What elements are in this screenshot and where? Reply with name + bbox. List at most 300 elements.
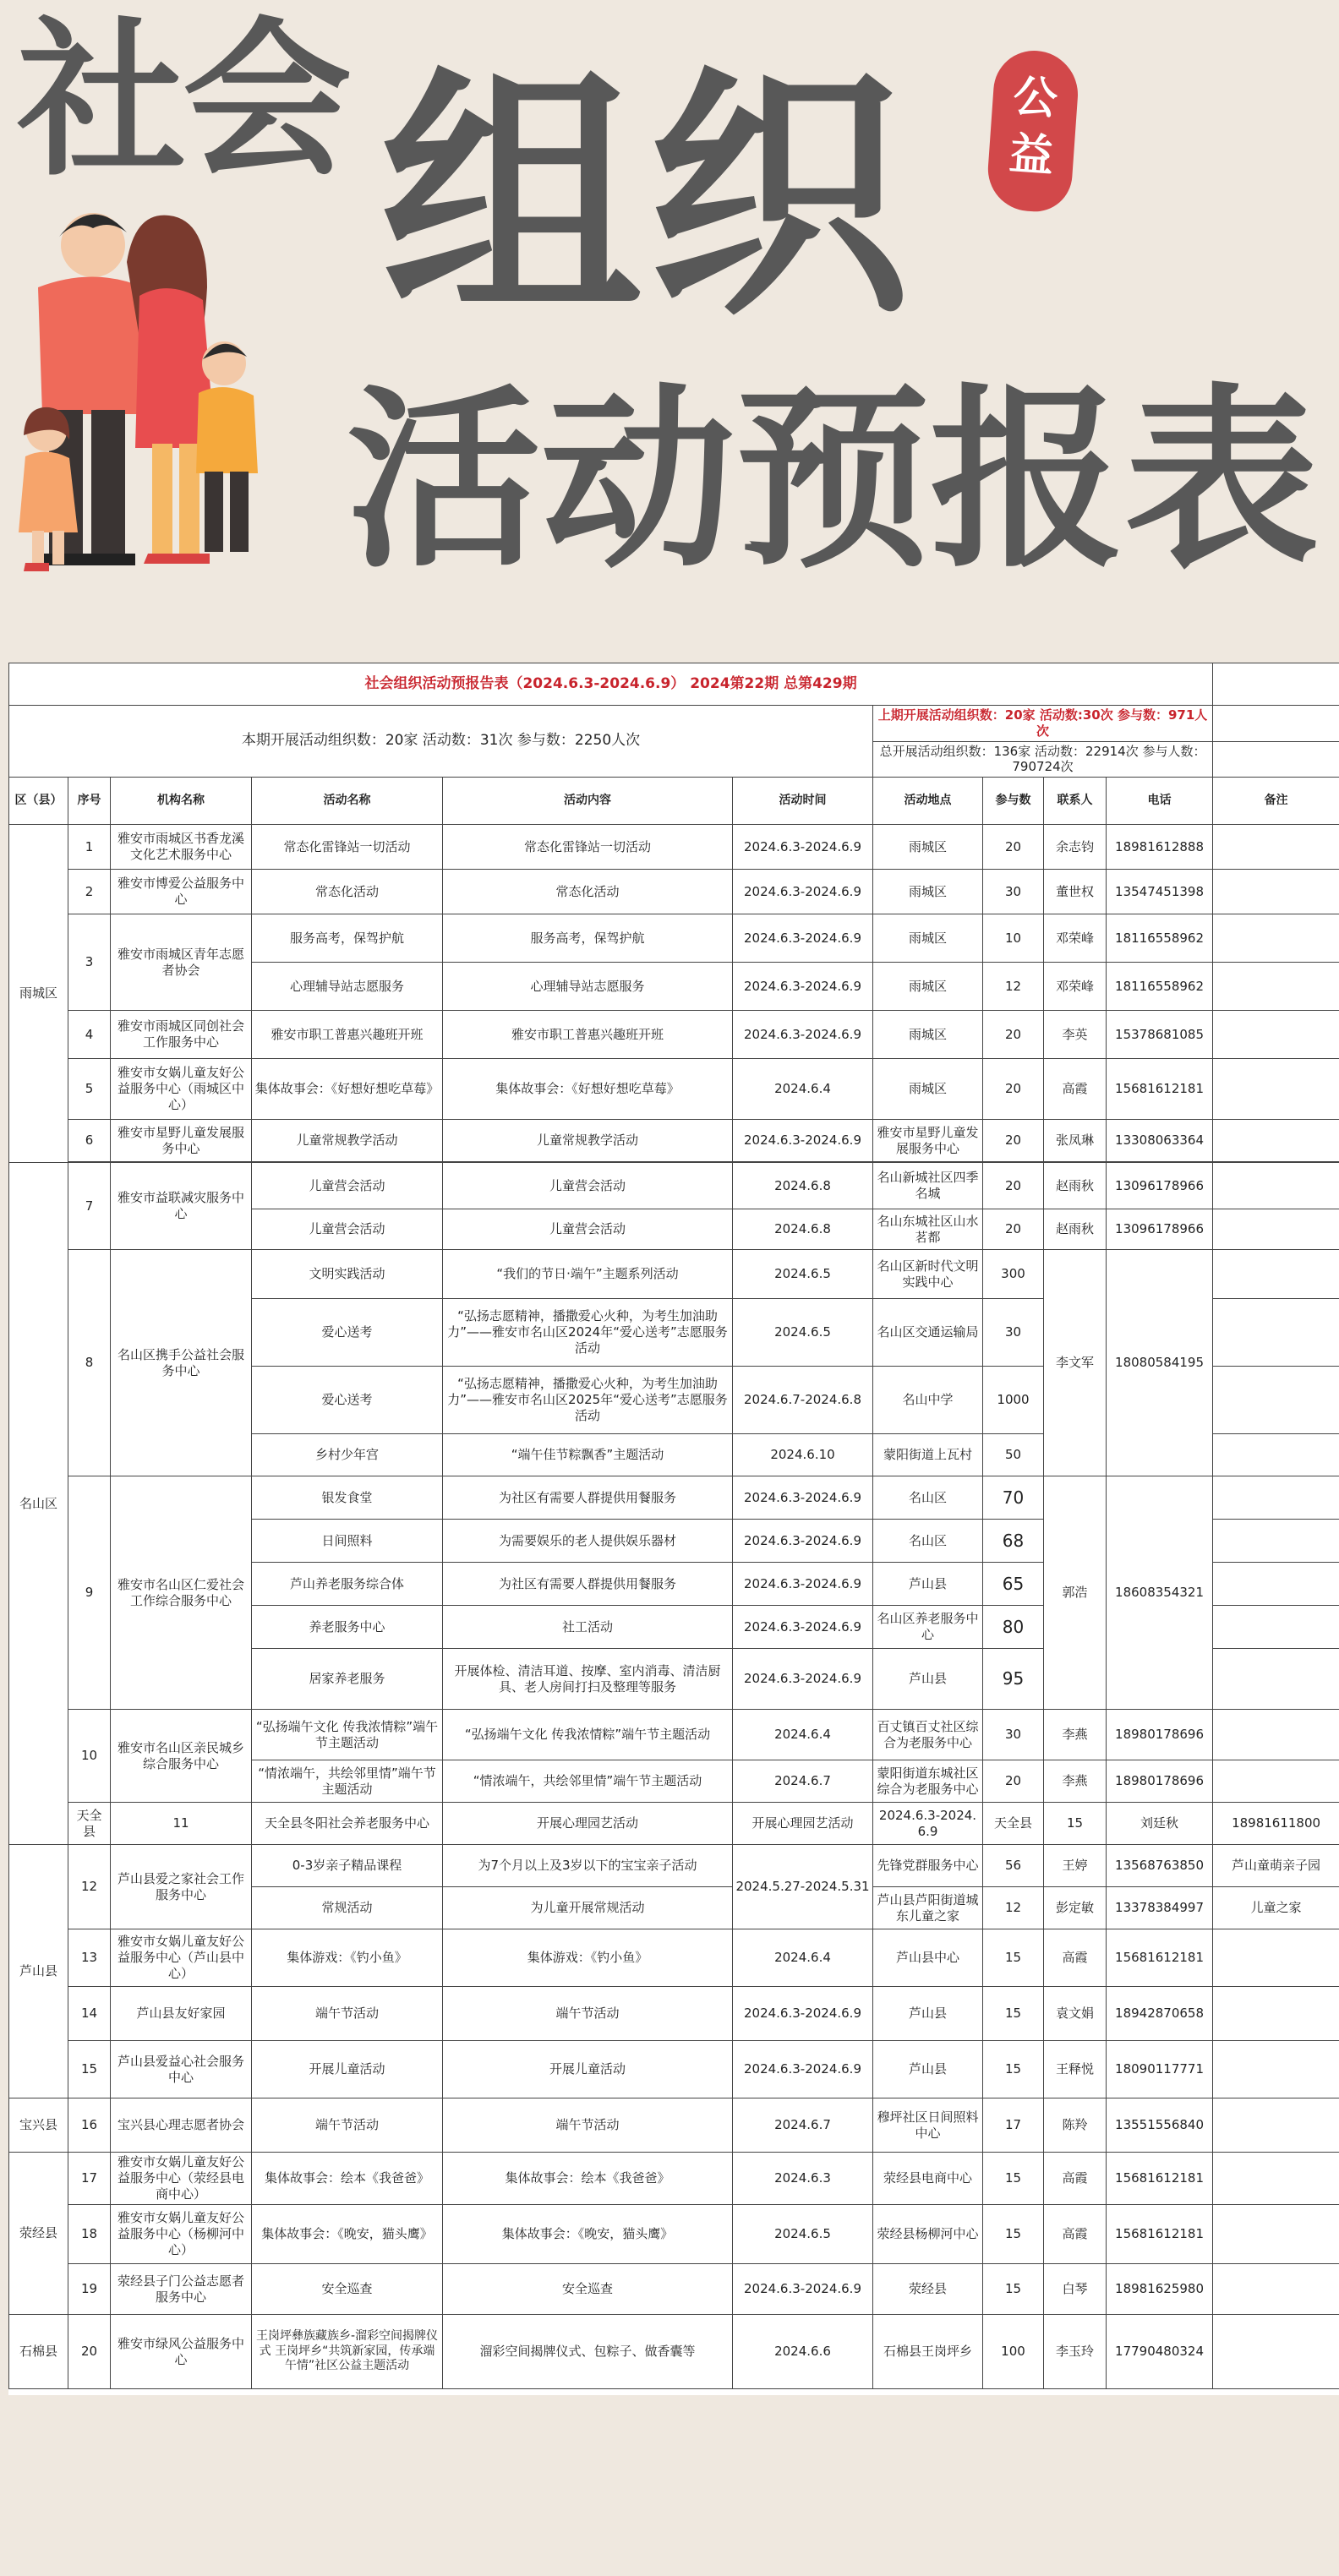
header-activity-content: 活动内容 [443,778,733,825]
activity-name: 爱心送考 [252,1299,443,1367]
activity-content: 开展心理园艺活动 [733,1803,873,1845]
participants: 1000 [983,1367,1044,1434]
header-place: 活动地点 [873,778,983,825]
activity-content: 安全巡查 [443,2264,733,2315]
activity-place: 名山区 [873,1520,983,1563]
row-no: 4 [68,1011,111,1059]
note [1213,1929,1339,1987]
table-row [9,870,1339,914]
org-name: 雅安市雨城区青年志愿者协会 [111,914,252,1011]
activity-name: 乡村少年宫 [252,1434,443,1476]
activity-time: 2024.6.3-2024.6.9 [733,870,873,914]
phone: 18981611800 [1213,1803,1339,1845]
participants: 65 [983,1563,1044,1606]
participants: 15 [983,1929,1044,1987]
row-no: 6 [68,1120,111,1162]
seal-char-2: 益 [1007,128,1056,183]
contact: 赵雨秋 [1044,1163,1107,1209]
activity-content: “情浓端午，共绘邻里情”端午节主题活动 [443,1760,733,1803]
row-no: 8 [68,1250,111,1476]
contact: 李玉玲 [1044,2315,1107,2389]
activity-name: 开展儿童活动 [252,2041,443,2098]
activity-place: 雨城区 [873,825,983,870]
contact: 李燕 [1044,1760,1107,1803]
org-name: 雅安市星野儿童发展服务中心 [111,1120,252,1162]
activity-place: 雨城区 [873,870,983,914]
table-row [9,2041,1339,2098]
participants: 12 [983,1887,1044,1929]
activity-time: 2024.6.4 [733,1710,873,1760]
activity-time: 2024.6.7 [733,1760,873,1803]
activity-name: “弘扬端午文化 传我浓情粽”端午节主题活动 [252,1710,443,1760]
district-cell: 荥经县 [9,2153,68,2315]
participants: 70 [983,1476,1044,1520]
table-row [9,2098,1339,2153]
activity-place: 穆坪社区日间照料中心 [873,2098,983,2153]
activity-time: 2024.6.3-2024.6.9 [733,963,873,1011]
phone: 18080584195 [1107,1250,1213,1476]
org-name: 雅安市雨城区书香龙溪文化艺术服务中心 [111,825,252,870]
activity-time: 2024.6.5 [733,1250,873,1299]
activity-time: 2024.6.3-2024.6.9 [733,914,873,963]
activity-name: 常态化活动 [252,870,443,914]
activity-content: “弘扬志愿精神，播撒爱心火种，为考生加油助力”——雅安市名山区2025年“爱心送考”志愿服务活动 [443,1367,733,1434]
org-name: 雅安市女娲儿童友好公益服务中心（荥经县电商中心） [111,2153,252,2205]
activity-place: 雨城区 [873,963,983,1011]
row-no: 12 [68,1845,111,1929]
participants: 20 [983,1011,1044,1059]
activity-content: 集体游戏：《钓小鱼》 [443,1929,733,1987]
activity-content: 集体故事会：《晚安，猫头鹰》 [443,2205,733,2264]
participants: 12 [983,963,1044,1011]
phone: 17790480324 [1107,2315,1213,2389]
activity-time: 2024.6.10 [733,1434,873,1476]
phone: 18981612888 [1107,825,1213,870]
activity-content: 为需要娱乐的老人提供娱乐器材 [443,1520,733,1563]
activity-name: 王岗坪彝族藏族乡-溜彩空间揭牌仪式 王岗坪乡“共筑新家园，传承端午情”社区公益主题活动 [252,2315,443,2389]
contact: 高霞 [1044,1929,1107,1987]
activity-time: 2024.6.3-2024.6.9 [733,1563,873,1606]
row-no: 9 [68,1476,111,1710]
participants: 20 [983,1209,1044,1250]
activity-name: 银发食堂 [252,1476,443,1520]
district-cell: 名山区 [9,1163,68,1845]
activity-name: 端午节活动 [252,2098,443,2153]
phone: 13096178966 [1107,1163,1213,1209]
table-title: 社会组织活动预报告表（2024.6.3-2024.6.9） 2024第22期 总第429期 [9,663,1213,706]
contact: 高霞 [1044,2153,1107,2205]
participants: 20 [983,1163,1044,1209]
activity-place: 百丈镇百丈社区综合为老服务中心 [873,1710,983,1760]
activity-content: 心理辅导站志愿服务 [443,963,733,1011]
note [1213,1476,1339,1520]
activity-content: “弘扬志愿精神，播撒爱心火种，为考生加油助力”——雅安市名山区2024年“爱心送考”志愿服务活动 [443,1299,733,1367]
activity-content: “端午佳节粽飘香”主题活动 [443,1434,733,1476]
hero-title-line1: 社会 [17,3,349,199]
phone: 13378384997 [1107,1887,1213,1929]
table-row [9,2153,1339,2205]
header-phone: 电话 [1107,778,1213,825]
activity-time: 2024.6.7-2024.6.8 [733,1367,873,1434]
activity-name: 儿童营会活动 [252,1163,443,1209]
header-participants: 参与数 [983,778,1044,825]
table-row [9,1987,1339,2041]
note [1213,1367,1339,1434]
activity-place: 名山区交通运输局 [873,1299,983,1367]
activity-time: 2024.6.3-2024.6.9 [733,1120,873,1162]
row-no: 10 [68,1710,111,1803]
activity-place: 芦山县 [873,1563,983,1606]
contact: 李文军 [1044,1250,1107,1476]
activity-place: 蒙阳街道东城社区综合为老服务中心 [873,1760,983,1803]
header-no: 序号 [68,778,111,825]
note [1213,2264,1339,2315]
activity-place: 石棉县王岗坪乡 [873,2315,983,2389]
note [1213,1299,1339,1367]
table-row [9,1845,1339,1887]
activity-time: 2024.6.7 [733,2098,873,2153]
contact: 刘廷秋 [1107,1803,1213,1845]
table-row [9,1803,1339,1845]
activity-time: 2024.6.3-2024.6.9 [733,825,873,870]
activity-place: 名山区养老服务中心 [873,1606,983,1649]
row-no: 7 [68,1163,111,1250]
row-no: 14 [68,1987,111,2041]
note [1213,2041,1339,2098]
activity-place: 荥经县杨柳河中心 [873,2205,983,2264]
activity-time: 2024.6.3-2024.6.9 [733,1476,873,1520]
table-row [9,1710,1339,1760]
row-no: 18 [68,2205,111,2264]
header-org: 机构名称 [111,778,252,825]
activity-time: 2024.6.4 [733,1929,873,1987]
org-name: 芦山县友好家园 [111,1987,252,2041]
participants: 15 [983,1987,1044,2041]
district-cell: 宝兴县 [9,2098,68,2153]
district-cell: 石棉县 [9,2315,68,2389]
activity-time: 2024.6.3-2024.6.9 [733,1606,873,1649]
row-no: 20 [68,2315,111,2389]
table-row [9,1250,1339,1299]
activity-place: 蒙阳街道上瓦村 [873,1434,983,1476]
activity-time: 2024.6.3-2024.6.9 [733,2264,873,2315]
org-name: 名山区携手公益社会服务中心 [111,1250,252,1476]
summary-last: 上期开展活动组织数：20家 活动数:30次 参与数：971人次 [873,706,1213,742]
phone: 13551556840 [1107,2098,1213,2153]
participants: 30 [983,1299,1044,1367]
table-row [9,1476,1339,1520]
phone: 15681612181 [1107,2153,1213,2205]
activity-time: 2024.6.4 [733,1059,873,1120]
activity-content: 儿童营会活动 [443,1163,733,1209]
note: 儿童之家 [1213,1887,1339,1929]
contact: 王释悦 [1044,2041,1107,2098]
activity-time: 2024.6.8 [733,1209,873,1250]
row-no: 17 [68,2153,111,2205]
contact: 陈羚 [1044,2098,1107,2153]
activity-place: 名山中学 [873,1367,983,1434]
activity-time: 2024.6.5 [733,1299,873,1367]
activity-name: 日间照料 [252,1520,443,1563]
note [1213,1606,1339,1649]
table-row [9,914,1339,963]
hero-banner [0,0,1339,642]
note: 芦山童萌亲子园 [1213,1845,1339,1887]
org-name: 芦山县爱益心社会服务中心 [111,2041,252,2098]
participants: 15 [983,2264,1044,2315]
activity-content: 为社区有需要人群提供用餐服务 [443,1563,733,1606]
header-note: 备注 [1213,778,1339,825]
participants: 10 [983,914,1044,963]
row-no: 2 [68,870,111,914]
table-row [9,1929,1339,1987]
contact: 白琴 [1044,2264,1107,2315]
note [1213,1987,1339,2041]
activity-time: 2024.6.3-2024.6.9 [733,1011,873,1059]
activity-place: 天全县 [983,1803,1044,1845]
activity-time: 2024.6.3 [733,2153,873,2205]
contact: 张凤琳 [1044,1120,1107,1162]
row-no: 11 [111,1803,252,1845]
activity-name: 集体故事会：《晚安，猫头鹰》 [252,2205,443,2264]
participants: 300 [983,1250,1044,1299]
participants: 20 [983,1760,1044,1803]
note [1213,963,1339,1011]
district-cell: 芦山县 [9,1845,68,2098]
activity-content: 为社区有需要人群提供用餐服务 [443,1476,733,1520]
org-name: 荥经县子门公益志愿者服务中心 [111,2264,252,2315]
table-row [9,1120,1339,1162]
participants: 56 [983,1845,1044,1887]
note [1213,1059,1339,1120]
phone: 18116558962 [1107,963,1213,1011]
activity-content: “弘扬端午文化 传我浓情粽”端午节主题活动 [443,1710,733,1760]
activity-place: 名山东城社区山水茗都 [873,1209,983,1250]
activity-name: 集体游戏：《钓小鱼》 [252,1929,443,1987]
activity-name: 雅安市职工普惠兴趣班开班 [252,1011,443,1059]
activity-name: 爱心送考 [252,1367,443,1434]
org-name: 雅安市绿风公益服务中心 [111,2315,252,2389]
activity-time: 2024.6.5 [733,2205,873,2264]
activity-content: 儿童常规教学活动 [443,1120,733,1162]
participants: 15 [983,2153,1044,2205]
participants: 68 [983,1520,1044,1563]
header-activity-name: 活动名称 [252,778,443,825]
activity-name: 端午节活动 [252,1987,443,2041]
header-contact: 联系人 [1044,778,1107,825]
activity-place: 芦山县 [873,1649,983,1710]
activity-name: 开展心理园艺活动 [443,1803,733,1845]
note [1213,870,1339,914]
note [1213,1120,1339,1162]
table-row [9,1059,1339,1120]
contact: 邓荣峰 [1044,963,1107,1011]
note [1213,2205,1339,2264]
activity-time: 2024.6.6 [733,2315,873,2389]
activity-time: 2024.6.8 [733,1163,873,1209]
phone: 15681612181 [1107,1059,1213,1120]
contact: 余志钧 [1044,825,1107,870]
activity-time: 2024.6.3-2024.6.9 [873,1803,983,1845]
phone: 18608354321 [1107,1476,1213,1710]
activity-content: 服务高考，保驾护航 [443,914,733,963]
table-row [9,2205,1339,2264]
activity-content: 溜彩空间揭牌仪式、包粽子、做香囊等 [443,2315,733,2389]
phone: 13096178966 [1107,1209,1213,1250]
phone: 18980178696 [1107,1710,1213,1760]
activity-time: 2024.6.3-2024.6.9 [733,2041,873,2098]
activity-time: 2024.6.3-2024.6.9 [733,1987,873,2041]
seal-char-1: 公 [1011,71,1059,125]
activity-name: 集体故事会：绘本《我爸爸》 [252,2153,443,2205]
contact: 袁文娟 [1044,1987,1107,2041]
activity-content: 集体故事会：《好想好想吃草莓》 [443,1059,733,1120]
table-row [9,825,1339,870]
activity-name: 集体故事会：《好想好想吃草莓》 [252,1059,443,1120]
contact: 高霞 [1044,2205,1107,2264]
table-row [9,1011,1339,1059]
org-name: 雅安市名山区亲民城乡综合服务中心 [111,1710,252,1803]
activity-place: 芦山县中心 [873,1929,983,1987]
activity-place: 芦山县 [873,1987,983,2041]
org-name: 雅安市女娲儿童友好公益服务中心（雨城区中心） [111,1059,252,1120]
activity-content: 端午节活动 [443,2098,733,2153]
activity-content: 开展儿童活动 [443,2041,733,2098]
row-no: 16 [68,2098,111,2153]
activity-time: 2024.6.3-2024.6.9 [733,1520,873,1563]
activity-place: 名山区 [873,1476,983,1520]
activity-name: 儿童常规教学活动 [252,1120,443,1162]
phone: 15681612181 [1107,1929,1213,1987]
table-row [9,1163,1339,1209]
note [1213,1250,1339,1299]
participants: 20 [983,1059,1044,1120]
participants: 15 [983,2205,1044,2264]
note [1213,1520,1339,1563]
phone: 13568763850 [1107,1845,1213,1887]
contact: 高霞 [1044,1059,1107,1120]
row-no: 1 [68,825,111,870]
participants: 17 [983,2098,1044,2153]
row-no: 13 [68,1929,111,1987]
activity-name: “情浓端午，共绘邻里情”端午节主题活动 [252,1760,443,1803]
note [1213,1649,1339,1710]
participants: 20 [983,825,1044,870]
org-name: 雅安市博爱公益服务中心 [111,870,252,914]
activity-content: 为7个月以上及3岁以下的宝宝亲子活动 [443,1845,733,1887]
phone: 15681612181 [1107,2205,1213,2264]
org-name: 雅安市女娲儿童友好公益服务中心（芦山县中心） [111,1929,252,1987]
hero-title-line2: 组织 [380,46,915,351]
family-illustration [0,194,279,583]
org-name: 宝兴县心理志愿者协会 [111,2098,252,2153]
activity-content: 端午节活动 [443,1987,733,2041]
summary-total: 总开展活动组织数：136家 活动数：22914次 参与人数：790724次 [873,741,1213,778]
activity-content: 雅安市职工普惠兴趣班开班 [443,1011,733,1059]
activity-place: 雨城区 [873,1011,983,1059]
activity-name: 文明实践活动 [252,1250,443,1299]
activity-content: 常态化活动 [443,870,733,914]
activity-content: 为儿童开展常规活动 [443,1887,733,1929]
summary-current: 本期开展活动组织数：20家 活动数：31次 参与数：2250人次 [9,706,873,778]
note [1213,2315,1339,2389]
phone: 13547451398 [1107,870,1213,914]
table-row [9,2315,1339,2389]
note [1213,2153,1339,2205]
activity-place: 芦山县 [873,2041,983,2098]
activity-place: 雅安市星野儿童发展服务中心 [873,1120,983,1162]
table-row [9,2264,1339,2315]
row-no: 3 [68,914,111,1011]
phone: 18980178696 [1107,1760,1213,1803]
org-name: 雅安市雨城区同创社会工作服务中心 [111,1011,252,1059]
note [1213,825,1339,870]
activity-place: 名山区新时代文明实践中心 [873,1250,983,1299]
activity-name: 常规活动 [252,1887,443,1929]
org-name: 芦山县爱之家社会工作服务中心 [111,1845,252,1929]
org-name: 雅安市女娲儿童友好公益服务中心（杨柳河中心） [111,2205,252,2264]
contact: 赵雨秋 [1044,1209,1107,1250]
activity-content: 儿童营会活动 [443,1209,733,1250]
participants: 15 [983,2041,1044,2098]
row-no: 15 [68,2041,111,2098]
activity-name: 芦山养老服务综合体 [252,1563,443,1606]
activity-place: 雨城区 [873,1059,983,1120]
activity-name: 常态化雷锋站一切活动 [252,825,443,870]
participants: 30 [983,870,1044,914]
note [1213,1760,1339,1803]
participants: 80 [983,1606,1044,1649]
contact: 邓荣峰 [1044,914,1107,963]
org-name: 雅安市名山区仁爱社会工作综合服务中心 [111,1476,252,1710]
activity-name: 服务高考，保驾护航 [252,914,443,963]
row-no: 19 [68,2264,111,2315]
header-time: 活动时间 [733,778,873,825]
activity-report-table [8,663,1339,2395]
contact: 郭浩 [1044,1476,1107,1710]
note [1213,1710,1339,1760]
activity-place: 荥经县 [873,2264,983,2315]
activity-content: “我们的节日·端午”主题系列活动 [443,1250,733,1299]
phone: 15378681085 [1107,1011,1213,1059]
contact: 李燕 [1044,1710,1107,1760]
activity-place: 荥经县电商中心 [873,2153,983,2205]
phone: 18981625980 [1107,2264,1213,2315]
note [1213,1209,1339,1250]
participants: 95 [983,1649,1044,1710]
activity-time: 2024.5.27-2024.5.31 [733,1845,873,1929]
note [1213,1434,1339,1476]
participants: 20 [983,1120,1044,1162]
activity-place: 先锋党群服务中心 [873,1845,983,1887]
activity-time: 2024.6.3-2024.6.9 [733,1649,873,1710]
activity-content: 常态化雷锋站一切活动 [443,825,733,870]
participants: 15 [1044,1803,1107,1845]
participants: 100 [983,2315,1044,2389]
activity-content: 开展体检、清洁耳道、按摩、室内消毒、清洁厨具、老人房间打扫及整理等服务 [443,1649,733,1710]
note [1213,2098,1339,2153]
activity-content: 社工活动 [443,1606,733,1649]
contact: 李英 [1044,1011,1107,1059]
activity-place: 名山新城社区四季名城 [873,1163,983,1209]
activity-name: 居家养老服务 [252,1649,443,1710]
activity-name: 养老服务中心 [252,1606,443,1649]
row-no: 5 [68,1059,111,1120]
contact: 彭定敏 [1044,1887,1107,1929]
header-district: 区（县） [9,778,68,825]
org-name: 天全县冬阳社会养老服务中心 [252,1803,443,1845]
activity-name: 儿童营会活动 [252,1209,443,1250]
